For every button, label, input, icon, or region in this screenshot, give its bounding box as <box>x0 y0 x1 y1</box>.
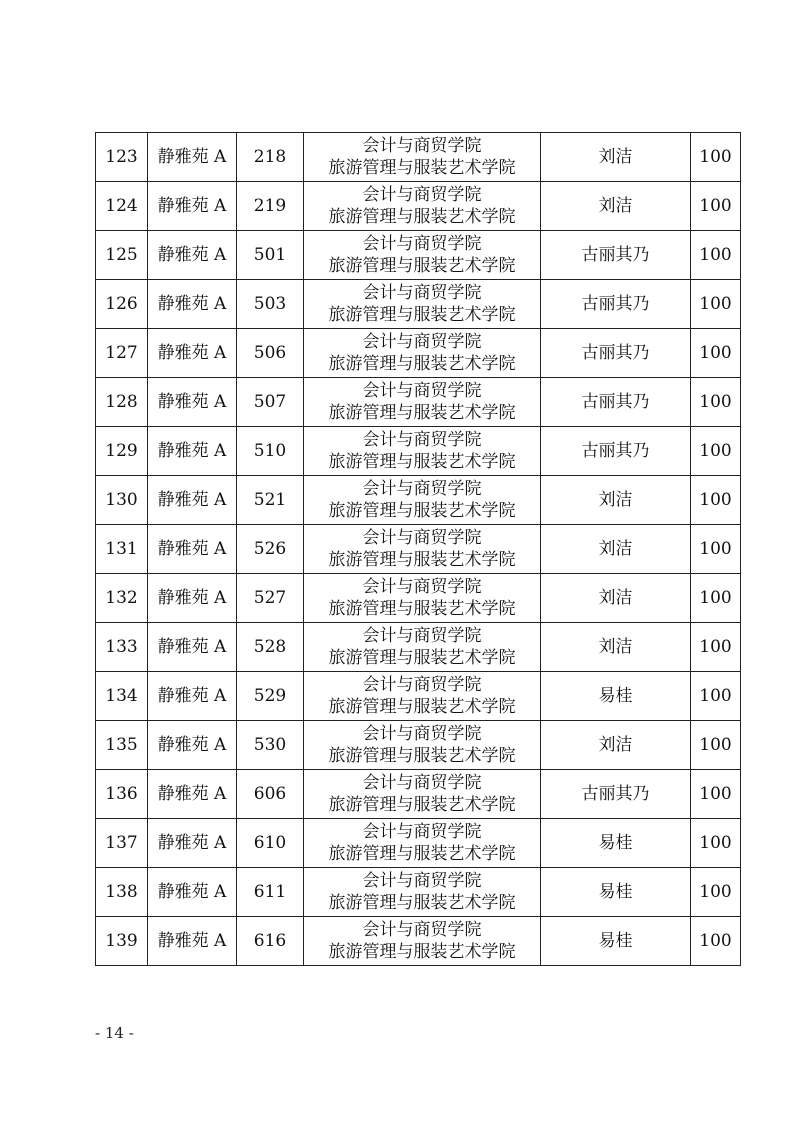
college-cell <box>304 378 541 427</box>
table-row <box>96 623 741 672</box>
score-cell: 100 <box>691 672 741 721</box>
row-number-cell: 123 <box>96 133 148 182</box>
room-cell: 521 <box>237 476 304 525</box>
room-cell: 507 <box>237 378 304 427</box>
building-cell: 静雅苑 A <box>148 819 237 868</box>
inspector-name-cell: 刘洁 <box>541 476 691 525</box>
row-number-cell: 136 <box>96 770 148 819</box>
room-cell: 503 <box>237 280 304 329</box>
building-cell: 静雅苑 A <box>148 917 237 966</box>
college-line-2: 旅游管理与服装艺术学院 <box>328 795 516 815</box>
score-cell: 100 <box>691 917 741 966</box>
score-cell: 100 <box>691 378 741 427</box>
college-line-1: 会计与商贸学院 <box>362 528 482 548</box>
score-cell: 100 <box>691 280 741 329</box>
college-cell <box>304 721 541 770</box>
college-line-2: 旅游管理与服装艺术学院 <box>328 158 516 178</box>
college-line-1: 会计与商贸学院 <box>362 871 482 891</box>
room-cell: 506 <box>237 329 304 378</box>
table-row <box>96 819 741 868</box>
college-cell <box>304 133 541 182</box>
inspector-name-cell: 刘洁 <box>541 133 691 182</box>
table-body <box>96 133 741 966</box>
college-cell <box>304 574 541 623</box>
room-cell: 526 <box>237 525 304 574</box>
building-cell: 静雅苑 A <box>148 672 237 721</box>
row-number-cell: 133 <box>96 623 148 672</box>
table-row <box>96 133 741 182</box>
score-cell: 100 <box>691 819 741 868</box>
college-line-1: 会计与商贸学院 <box>362 136 482 156</box>
row-number-cell: 126 <box>96 280 148 329</box>
college-cell <box>304 231 541 280</box>
table-row <box>96 721 741 770</box>
row-number-cell: 124 <box>96 182 148 231</box>
row-number-cell: 135 <box>96 721 148 770</box>
score-cell: 100 <box>691 231 741 280</box>
room-cell: 510 <box>237 427 304 476</box>
room-cell: 606 <box>237 770 304 819</box>
building-cell: 静雅苑 A <box>148 623 237 672</box>
college-cell <box>304 280 541 329</box>
college-cell <box>304 868 541 917</box>
row-number-cell: 128 <box>96 378 148 427</box>
college-cell <box>304 182 541 231</box>
college-line-1: 会计与商贸学院 <box>362 185 482 205</box>
score-cell: 100 <box>691 476 741 525</box>
college-line-1: 会计与商贸学院 <box>362 724 482 744</box>
building-cell: 静雅苑 A <box>148 329 237 378</box>
college-line-1: 会计与商贸学院 <box>362 920 482 940</box>
college-line-2: 旅游管理与服装艺术学院 <box>328 648 516 668</box>
row-number-cell: 127 <box>96 329 148 378</box>
table-row <box>96 280 741 329</box>
room-cell: 610 <box>237 819 304 868</box>
score-cell: 100 <box>691 182 741 231</box>
building-cell: 静雅苑 A <box>148 182 237 231</box>
college-cell <box>304 476 541 525</box>
row-number-cell: 138 <box>96 868 148 917</box>
college-line-1: 会计与商贸学院 <box>362 234 482 254</box>
score-cell: 100 <box>691 427 741 476</box>
inspector-name-cell: 易桂 <box>541 917 691 966</box>
table-row <box>96 427 741 476</box>
inspector-name-cell: 古丽其乃 <box>541 770 691 819</box>
college-line-2: 旅游管理与服装艺术学院 <box>328 746 516 766</box>
college-cell <box>304 525 541 574</box>
college-line-2: 旅游管理与服装艺术学院 <box>328 697 516 717</box>
room-cell: 218 <box>237 133 304 182</box>
inspector-name-cell: 刘洁 <box>541 525 691 574</box>
row-number-cell: 132 <box>96 574 148 623</box>
college-line-2: 旅游管理与服装艺术学院 <box>328 942 516 962</box>
college-line-1: 会计与商贸学院 <box>362 479 482 499</box>
score-cell: 100 <box>691 574 741 623</box>
row-number-cell: 125 <box>96 231 148 280</box>
inspector-name-cell: 古丽其乃 <box>541 329 691 378</box>
score-cell: 100 <box>691 133 741 182</box>
table-row <box>96 378 741 427</box>
inspector-name-cell: 古丽其乃 <box>541 231 691 280</box>
college-cell <box>304 623 541 672</box>
college-cell <box>304 329 541 378</box>
college-line-2: 旅游管理与服装艺术学院 <box>328 452 516 472</box>
college-line-1: 会计与商贸学院 <box>362 430 482 450</box>
table-row <box>96 770 741 819</box>
building-cell: 静雅苑 A <box>148 476 237 525</box>
college-line-1: 会计与商贸学院 <box>362 577 482 597</box>
table-row <box>96 525 741 574</box>
college-cell <box>304 672 541 721</box>
score-cell: 100 <box>691 868 741 917</box>
score-cell: 100 <box>691 770 741 819</box>
table-row <box>96 182 741 231</box>
inspector-name-cell: 刘洁 <box>541 574 691 623</box>
inspector-name-cell: 古丽其乃 <box>541 378 691 427</box>
college-cell <box>304 427 541 476</box>
college-line-2: 旅游管理与服装艺术学院 <box>328 893 516 913</box>
score-cell: 100 <box>691 623 741 672</box>
room-cell: 611 <box>237 868 304 917</box>
page-number: - 14 - <box>95 1024 134 1042</box>
room-cell: 501 <box>237 231 304 280</box>
college-line-1: 会计与商贸学院 <box>362 381 482 401</box>
building-cell: 静雅苑 A <box>148 868 237 917</box>
row-number-cell: 131 <box>96 525 148 574</box>
room-cell: 527 <box>237 574 304 623</box>
table-row <box>96 574 741 623</box>
room-cell: 528 <box>237 623 304 672</box>
room-cell: 219 <box>237 182 304 231</box>
inspector-name-cell: 易桂 <box>541 819 691 868</box>
college-line-2: 旅游管理与服装艺术学院 <box>328 256 516 276</box>
college-cell <box>304 819 541 868</box>
college-line-1: 会计与商贸学院 <box>362 283 482 303</box>
college-line-2: 旅游管理与服装艺术学院 <box>328 403 516 423</box>
college-line-2: 旅游管理与服装艺术学院 <box>328 207 516 227</box>
college-cell <box>304 770 541 819</box>
college-line-1: 会计与商贸学院 <box>362 332 482 352</box>
row-number-cell: 130 <box>96 476 148 525</box>
college-line-2: 旅游管理与服装艺术学院 <box>328 844 516 864</box>
college-line-1: 会计与商贸学院 <box>362 773 482 793</box>
building-cell: 静雅苑 A <box>148 721 237 770</box>
inspector-name-cell: 刘洁 <box>541 182 691 231</box>
building-cell: 静雅苑 A <box>148 770 237 819</box>
college-cell <box>304 917 541 966</box>
row-number-cell: 137 <box>96 819 148 868</box>
inspector-name-cell: 古丽其乃 <box>541 427 691 476</box>
building-cell: 静雅苑 A <box>148 525 237 574</box>
room-cell: 616 <box>237 917 304 966</box>
college-line-2: 旅游管理与服装艺术学院 <box>328 550 516 570</box>
table-row <box>96 329 741 378</box>
building-cell: 静雅苑 A <box>148 427 237 476</box>
college-line-2: 旅游管理与服装艺术学院 <box>328 305 516 325</box>
table-row <box>96 868 741 917</box>
room-cell: 530 <box>237 721 304 770</box>
college-line-2: 旅游管理与服装艺术学院 <box>328 599 516 619</box>
row-number-cell: 139 <box>96 917 148 966</box>
college-line-2: 旅游管理与服装艺术学院 <box>328 354 516 374</box>
table-row <box>96 672 741 721</box>
inspector-name-cell: 刘洁 <box>541 623 691 672</box>
inspector-name-cell: 古丽其乃 <box>541 280 691 329</box>
building-cell: 静雅苑 A <box>148 231 237 280</box>
building-cell: 静雅苑 A <box>148 574 237 623</box>
row-number-cell: 134 <box>96 672 148 721</box>
room-cell: 529 <box>237 672 304 721</box>
college-line-2: 旅游管理与服装艺术学院 <box>328 501 516 521</box>
table-row <box>96 917 741 966</box>
score-cell: 100 <box>691 329 741 378</box>
college-line-1: 会计与商贸学院 <box>362 675 482 695</box>
score-cell: 100 <box>691 721 741 770</box>
college-line-1: 会计与商贸学院 <box>362 626 482 646</box>
building-cell: 静雅苑 A <box>148 378 237 427</box>
row-number-cell: 129 <box>96 427 148 476</box>
college-line-1: 会计与商贸学院 <box>362 822 482 842</box>
table-row <box>96 231 741 280</box>
table-row <box>96 476 741 525</box>
dormitory-inspection-table <box>95 132 741 966</box>
score-cell: 100 <box>691 525 741 574</box>
inspector-name-cell: 刘洁 <box>541 721 691 770</box>
inspector-name-cell: 易桂 <box>541 672 691 721</box>
building-cell: 静雅苑 A <box>148 133 237 182</box>
inspector-name-cell: 易桂 <box>541 868 691 917</box>
building-cell: 静雅苑 A <box>148 280 237 329</box>
